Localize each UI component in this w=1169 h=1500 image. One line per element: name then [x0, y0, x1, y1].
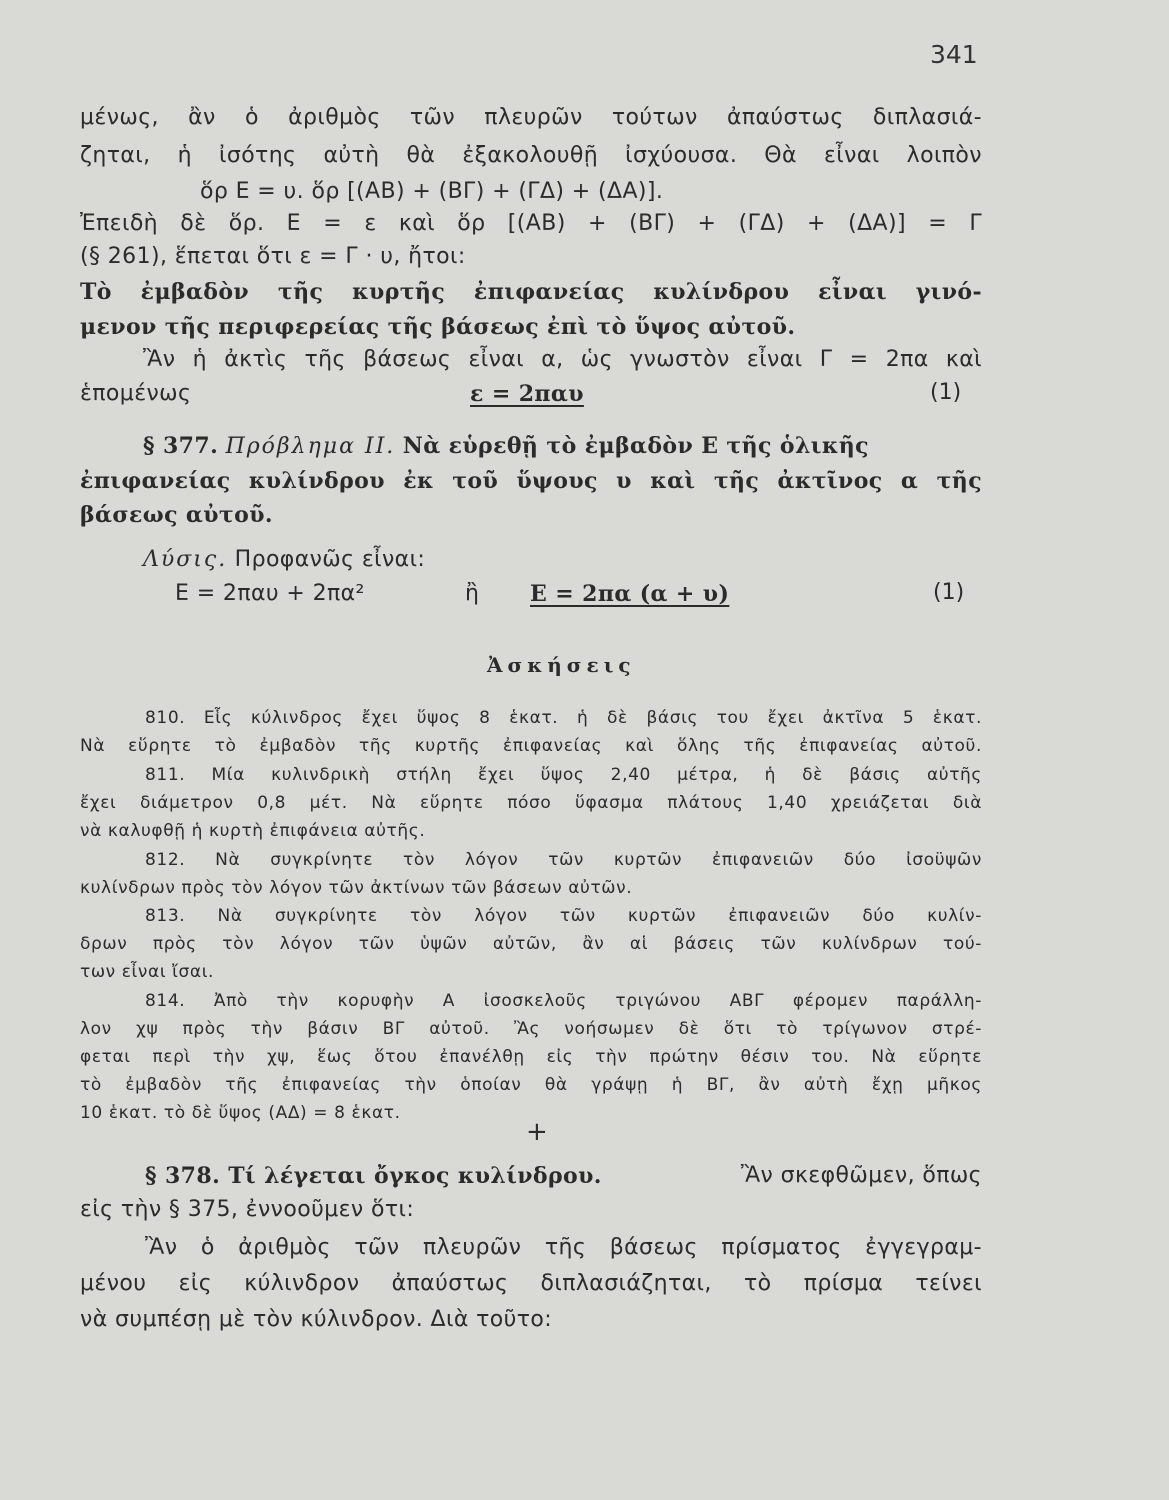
text-line: (§ 261), ἕπεται ὅτι ε = Γ · υ, ἤτοι: [80, 244, 466, 269]
exercise-line: ἔχει διάμετρον 0,8 μέτ. Νὰ εὕρητε πόσο ὕφασμα πλάτους 1,40 χρειάζεται διὰ [80, 793, 982, 813]
exercise-line: 810. Εἷς κύλινδρος ἔχει ὕψος 8 ἑκατ. ἡ δὲ βάσις του ἔχει ἀκτῖνα 5 ἑκατ. [145, 708, 982, 728]
exercise-line: τὸ ἐμβαδὸν τῆς ἐπιφανείας τὴν ὁποίαν θὰ γράψῃ ἡ ΒΓ, ἂν αὐτὴ ἔχῃ μῆκος [80, 1075, 982, 1095]
problem-statement-line: βάσεως αὐτοῦ. [80, 502, 273, 528]
equation-or: ἢ [465, 581, 480, 606]
exercise-line: φεται περὶ τὴν χψ, ἕως ὅτου ἐπανέλθῃ εἰς τὴν πρώτην θέσιν του. Νὰ εὕρητε [80, 1047, 982, 1067]
text-line: Ἂν ὁ ἀριθμὸς τῶν πλευρῶν τῆς βάσεως πρίσματος ἐγγεγραμ- [145, 1235, 982, 1260]
section-378-title: § 378. Τί λέγεται ὄγκος κυλίνδρου. [145, 1163, 602, 1189]
text-line: Ἂν ἡ ἀκτὶς τῆς βάσεως εἶναι α, ὡς γνωστὸν εἶναι Γ = 2πα καὶ [143, 347, 982, 372]
page-number: 341 [930, 40, 978, 69]
section-377-heading [143, 432, 982, 461]
exercise-line: δρων πρὸς τὸν λόγον τῶν ὑψῶν αὐτῶν, ἂν αἱ βάσεις τῶν κυλίνδρων τού- [80, 934, 982, 954]
exercise-line: 813. Νὰ συγκρίνητε τὸν λόγον τῶν κυρτῶν ἐπιφανειῶν δύο κυλίν- [145, 906, 982, 926]
theorem-line: μενον τῆς περιφερείας τῆς βάσεως ἐπὶ τὸ ὕψος αὐτοῦ. [80, 314, 796, 340]
exercise-line: 814. Ἀπὸ τὴν κορυφὴν Α ἰσοσκελοῦς τριγώνου ΑΒΓ φέρομεν παράλλη- [145, 991, 982, 1011]
equation-number: (1) [933, 580, 965, 605]
text-line: εἰς τὴν § 375, ἐννοοῦμεν ὅτι: [80, 1197, 415, 1222]
text-line: μένου εἰς κύλινδρον ἀπαύστως διπλασιάζηται, τὸ πρίσμα τείνει [80, 1271, 982, 1296]
equation-left: Ε = 2παυ + 2πα² [175, 581, 365, 606]
solution-label: Λύσις. [143, 547, 228, 572]
exercise-line: 811. Μία κυλινδρικὴ στήλη ἔχει ὕψος 2,40 μέτρα, ἡ δὲ βάσις αὐτῆς [145, 765, 982, 785]
section-378-text: Ἂν σκεφθῶμεν, ὅπως [740, 1163, 982, 1188]
equation-right: Ε = 2πα (α + υ) [530, 581, 730, 607]
solution-text: Προφανῶς εἶναι: [234, 547, 426, 572]
exercises-heading: Ἀσκήσεις [487, 653, 636, 677]
exercise-line: κυλίνδρων πρὸς τὸν λόγον τῶν ἀκτίνων τῶν βάσεων αὐτῶν. [80, 878, 633, 898]
text-line: ζηται, ἡ ἰσότης αὐτὴ θὰ ἐξακολουθῇ ἰσχύουσα. Θὰ εἶναι λοιπὸν [80, 143, 982, 168]
exercise-line: νὰ καλυφθῇ ἡ κυρτὴ ἐπιφάνεια αὐτῆς. [80, 821, 426, 841]
exercise-line: Νὰ εὕρητε τὸ ἐμβαδὸν τῆς κυρτῆς ἐπιφανείας καὶ ὅλης τῆς ἐπιφανείας αὐτοῦ. [80, 736, 982, 756]
problem-statement: Νὰ εὑρεθῇ τὸ ἐμβαδὸν Ε τῆς ὁλικῆς [402, 433, 869, 459]
text-line: νὰ συμπέσῃ μὲ τὸν κύλινδρον. Διὰ τοῦτο: [80, 1307, 553, 1332]
exercise-line: 10 ἑκατ. τὸ δὲ ὕψος (ΑΔ) = 8 ἑκατ. [80, 1103, 401, 1123]
text-line: Ἐπειδὴ δὲ ὅρ. Ε = ε καὶ ὅρ [(ΑΒ) + (ΒΓ) + (ΓΔ) + (ΔΑ)] = Γ [80, 211, 982, 236]
theorem-line: Τὸ ἐμβαδὸν τῆς κυρτῆς ἐπιφανείας κυλίνδρου εἶναι γινό- [80, 279, 982, 305]
formula-1: ε = 2παυ [470, 381, 584, 407]
separator-mark: + [526, 1117, 549, 1147]
section-number: § 377. [143, 433, 219, 459]
equation-line: ὅρ Ε = υ. ὅρ [(ΑΒ) + (ΒΓ) + (ΓΔ) + (ΔΑ)]. [200, 179, 664, 204]
problem-label: Πρόβλημα ΙΙ. [225, 434, 396, 459]
exercise-line: των εἶναι ἴσαι. [80, 962, 215, 982]
text-line: ἑπομένως [80, 381, 192, 406]
exercise-line: 812. Νὰ συγκρίνητε τὸν λόγον τῶν κυρτῶν ἐπιφανειῶν δύο ἰσοϋψῶν [145, 850, 982, 870]
section-378-heading [145, 1162, 982, 1191]
problem-statement-line: ἐπιφανείας κυλίνδρου ἐκ τοῦ ὕψους υ καὶ τῆς ἀκτῖνος α τῆς [80, 468, 982, 494]
solution-line [143, 546, 425, 574]
exercise-line: λον χψ πρὸς τὴν βάσιν ΒΓ αὐτοῦ. Ἂς νοήσωμεν δὲ ὅτι τὸ τρίγωνον στρέ- [80, 1019, 982, 1039]
formula-number: (1) [930, 380, 962, 405]
text-line: μένως, ἂν ὁ ἀριθμὸς τῶν πλευρῶν τούτων ἀπαύστως διπλασιά- [80, 105, 982, 130]
